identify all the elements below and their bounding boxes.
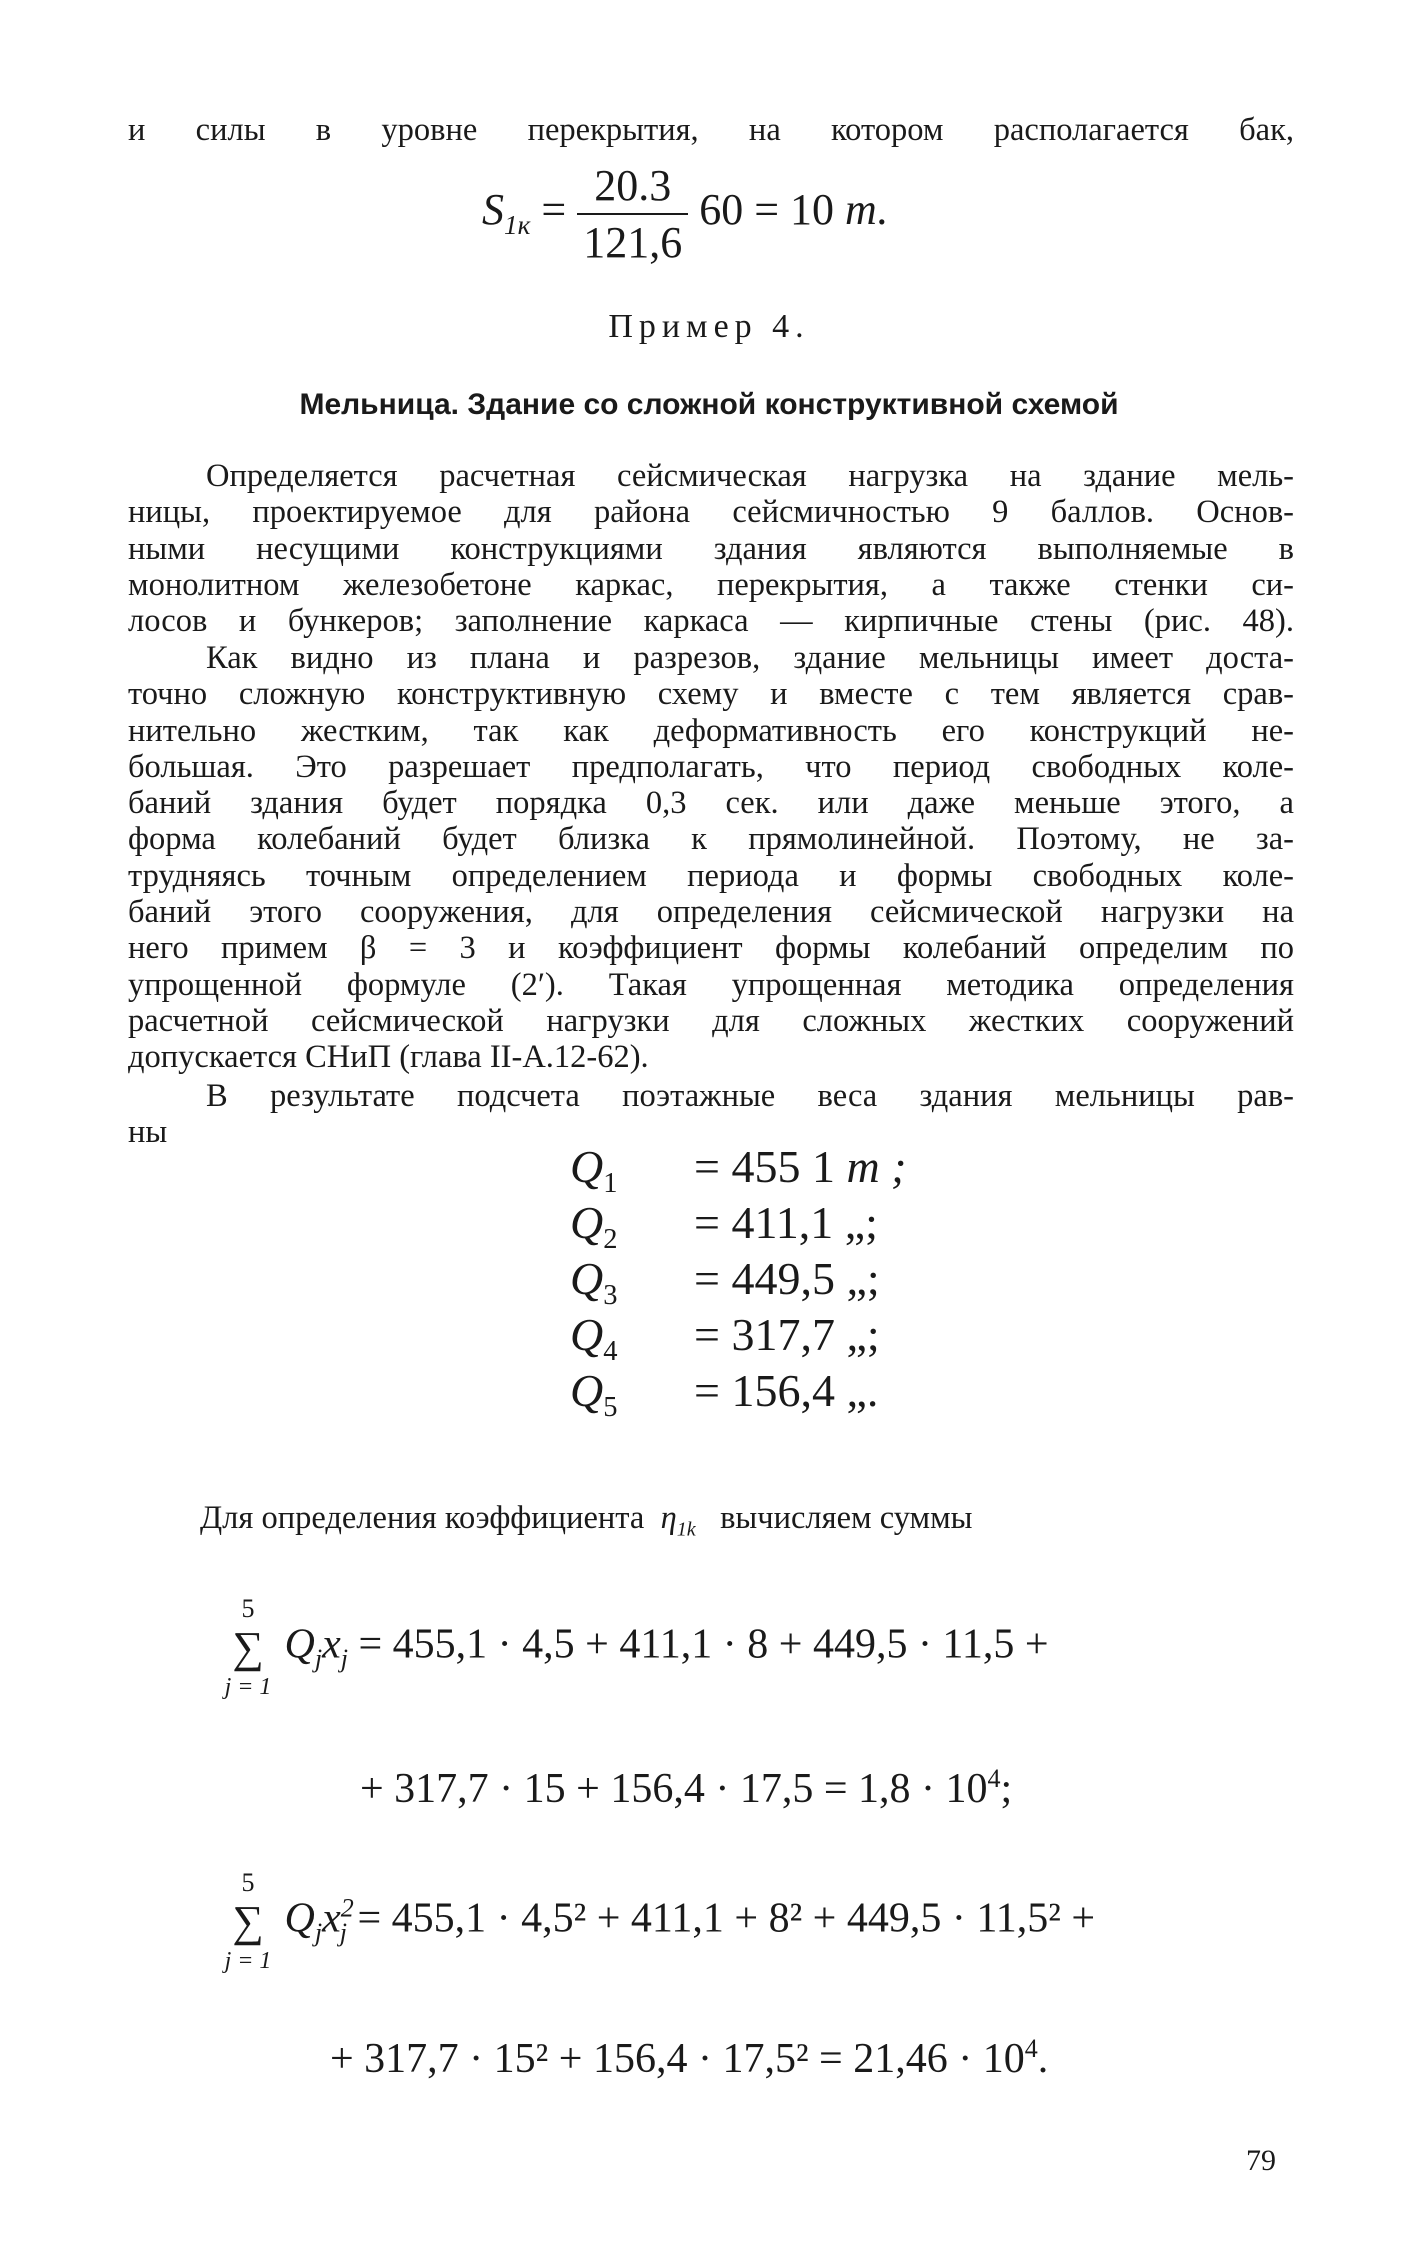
eq-s1k-lhs: S — [482, 185, 504, 235]
weight-unit: т ; — [846, 1141, 907, 1192]
sum-1-line-2: + 317,7 · 15 + 156,4 · 17,5 = 1,8 · 10 — [360, 1766, 988, 1812]
eq-s1k-rest: 60 = 10 — [699, 185, 835, 235]
top-text: и силы в уровне перекрытия, на котором располагается бак, — [128, 112, 1294, 148]
weight-index: 1 — [603, 1168, 618, 1200]
paragraph-line: форма колебаний будет близка к прямолинейной. Поэтому, не за- — [128, 821, 1294, 858]
weight-value: = 317,7 — [694, 1309, 835, 1360]
eq-s1k-denominator: 121,6 — [583, 218, 683, 267]
weight-row — [570, 1252, 880, 1312]
sum-equation-2 — [222, 1868, 1095, 1976]
example-title-text: Пример 4. — [608, 308, 810, 345]
sum-2-lower: j = 1 — [224, 1948, 272, 1974]
sum-1-operator — [222, 1594, 274, 1702]
paragraph-line: лосов и бункеров; заполнение каркаса — кирпичные стены (рис. 48). — [128, 603, 1294, 640]
sum-1-term: Q — [284, 1621, 315, 1668]
coefficient-sentence — [200, 1500, 973, 1542]
sum-1-var: x — [322, 1621, 341, 1668]
sum-2-line-1: = 455,1 · 4,5² + 411,1 + 8² + 449,5 · 11,5² + — [357, 1895, 1096, 1942]
sum-1-line-2-end: ; — [1000, 1766, 1013, 1812]
sum-equation-1 — [222, 1594, 1049, 1702]
weight-index: 2 — [603, 1224, 618, 1256]
sum-1-line-1: = 455,1 · 4,5 + 411,1 · 8 + 449,5 · 11,5 + — [358, 1621, 1049, 1668]
page-number — [1246, 2144, 1276, 2178]
sum-1-lower: j = 1 — [224, 1674, 272, 1700]
sum-1-upper: 5 — [241, 1594, 255, 1623]
equation-s1k — [482, 160, 888, 268]
sum-2-term-sub: j — [314, 1918, 323, 1948]
weight-unit: „. — [846, 1365, 879, 1416]
weight-index: 5 — [603, 1392, 618, 1424]
weight-unit: „; — [846, 1253, 880, 1304]
paragraph-line: Определяется расчетная сейсмическая нагрузка на здание мель- — [206, 458, 1294, 494]
weight-symbol: Q — [570, 1141, 604, 1192]
paragraph-line: допускается СНиП (глава II-А.12-62). — [128, 1039, 649, 1076]
sum-2-var-sup: 2 — [340, 1893, 354, 1923]
weight-value: = 156,4 — [694, 1365, 835, 1416]
sum-2-var: x — [322, 1895, 341, 1942]
paragraph-line: ницы, проектируемое для района сейсмичностью 9 баллов. Основ- — [128, 494, 1294, 531]
paragraph-line: большая. Это разрешает предполагать, что период свободных коле- — [128, 748, 1294, 785]
eq-s1k-lhs-sub: 1к — [504, 209, 531, 240]
weight-symbol: Q — [570, 1309, 604, 1360]
coefficient-symbol-sub: 1k — [676, 1518, 696, 1541]
eq-s1k-unit: т. — [845, 185, 889, 235]
sum-2-operator — [222, 1868, 274, 1976]
sum-1-term-sub: j — [314, 1644, 323, 1674]
sum-1-var-sub: j — [340, 1644, 348, 1674]
sum-2-var-sub: j — [339, 1918, 347, 1948]
sum-2-line-2: + 317,7 · 15² + 156,4 · 17,5² = 21,46 · 10 — [330, 2036, 1025, 2082]
paragraph-line: точно сложную конструктивную схему и вместе с тем является срав- — [128, 676, 1294, 713]
weight-row — [570, 1308, 880, 1368]
weight-unit: „; — [844, 1197, 878, 1248]
paragraph-line: баний здания будет порядка 0,3 сек. или даже меньше этого, а — [128, 785, 1294, 822]
weight-row — [570, 1364, 878, 1424]
eq-s1k-fraction — [577, 160, 688, 268]
weight-value: = 449,5 — [694, 1253, 835, 1304]
top-text-line — [128, 112, 1294, 149]
sum-equation-2-continued — [330, 2034, 1048, 2083]
section-title-text: Мельница. Здание со сложной конструктивной схемой — [299, 388, 1119, 421]
example-title — [0, 308, 1418, 346]
sum-equation-1-continued — [360, 1764, 1012, 1813]
paragraph-line: трудняясь точным определением периода и формы свободных коле- — [128, 857, 1294, 894]
section-title — [0, 388, 1418, 422]
eq-s1k-numerator: 20.3 — [577, 160, 688, 215]
sum-1-sigma: ∑ — [232, 1623, 264, 1672]
paragraph-line: монолитном железобетоне каркас, перекрытия, а также стенки си- — [128, 566, 1294, 603]
weight-row — [570, 1196, 878, 1256]
coefficient-symbol: η — [660, 1500, 677, 1536]
sum-2-upper: 5 — [241, 1868, 255, 1897]
paragraph-2 — [128, 640, 1294, 1076]
paragraph-line: расчетной сейсмической нагрузки для сложных жестких сооружений — [128, 1002, 1294, 1039]
weight-unit: „; — [846, 1309, 880, 1360]
weight-index: 4 — [603, 1336, 618, 1368]
paragraph-line: ны — [128, 1114, 168, 1151]
paragraph-line: ными несущими конструкциями здания являются выполняемые в — [128, 530, 1294, 567]
paragraph-1 — [128, 458, 1294, 639]
sum-2-sigma: ∑ — [232, 1897, 264, 1946]
weight-symbol: Q — [570, 1197, 604, 1248]
sum-2-line-2-end: . — [1037, 2036, 1049, 2082]
paragraph-line: упрощенной формуле (2′). Такая упрощенная методика определения — [128, 966, 1294, 1003]
sum-2-term: Q — [284, 1895, 315, 1942]
paragraph-line: В результате подсчета поэтажные веса здания мельницы рав- — [206, 1078, 1294, 1114]
paragraph-line: Как видно из плана и разрезов, здание мельницы имеет доста- — [206, 640, 1294, 676]
sum-2-line-2-exp: 4 — [1024, 2034, 1038, 2063]
paragraph-line: баний этого сооружения, для определения сейсмической нагрузки на — [128, 894, 1294, 931]
weight-value: = 455 1 — [694, 1141, 835, 1192]
weight-row — [570, 1140, 907, 1200]
weight-value: = 411,1 — [694, 1197, 834, 1248]
weight-index: 3 — [603, 1280, 618, 1312]
paragraph-line: нительно жестким, так как деформативность его конструкций не- — [128, 712, 1294, 749]
coefficient-text-before: Для определения коэффициента — [200, 1500, 645, 1536]
page-number-text: 79 — [1246, 2144, 1276, 2177]
paragraph-line: него примем β = 3 и коэффициент формы колебаний определим по — [128, 930, 1294, 967]
weight-symbol: Q — [570, 1365, 604, 1416]
weight-symbol: Q — [570, 1253, 604, 1304]
eq-s1k-equals: = — [541, 185, 567, 235]
coefficient-text-after: вычисляем суммы — [720, 1500, 973, 1536]
sum-1-line-2-exp: 4 — [987, 1764, 1001, 1793]
